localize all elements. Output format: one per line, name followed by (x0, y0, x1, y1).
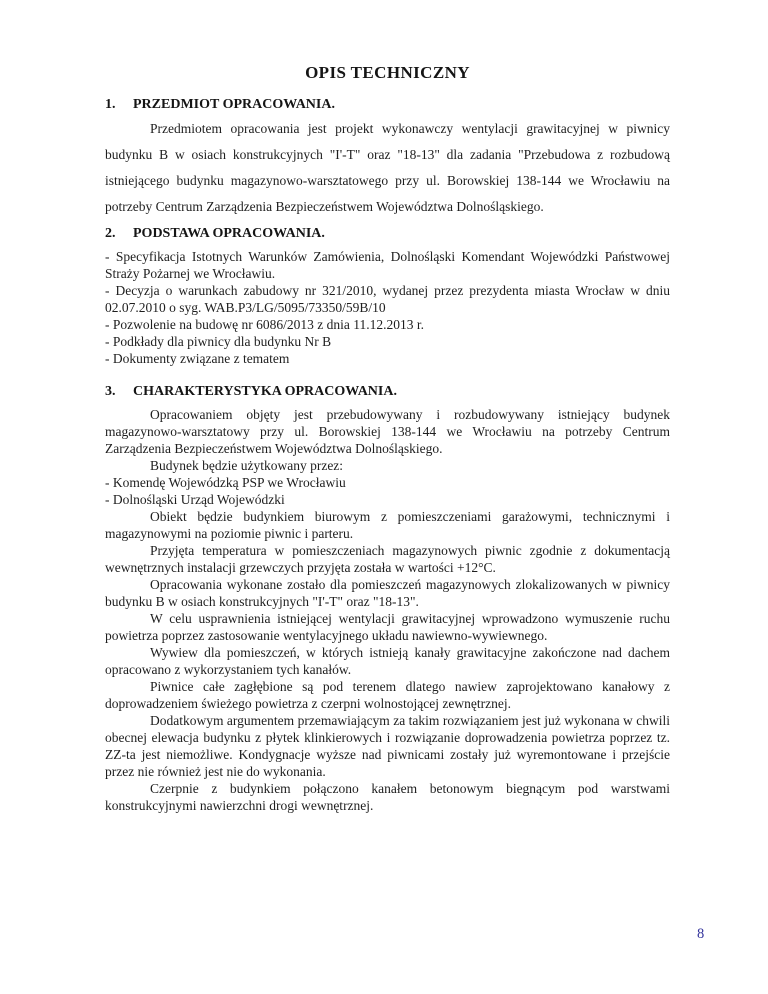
paragraph: Obiekt będzie budynkiem biurowym z pomieszczeniami garażowymi, technicznymi i magazynowymi na poziomie piwnic i parteru. (105, 509, 670, 541)
list-item: - Dokumenty związane z tematem (105, 351, 290, 366)
section-1-paragraph: Przedmiotem opracowania jest projekt wykonawczy wentylacji grawitacyjnej w piwnicy budynku B w osiach konstrukcyjnych "I'-T" oraz "18-13" dla zadania "Przebudowa z rozbudową istniejącego budynku magazynowo-warsztatowego przy ul. Borowskiej 138-144 we Wrocławiu na potrzeby Centrum Zarządzenia Bezpieczeństwem Województwa Dolnośląskiego. (105, 121, 670, 214)
section-2-heading (105, 225, 670, 242)
page-number: 8 (697, 926, 705, 942)
section-3-number: 3. (105, 384, 116, 399)
paragraph: Opracowania wykonane zostało dla pomieszczeń magazynowych zlokalizowanych w piwnicy budynku B w osiach konstrukcyjnych "I'-T" oraz "18-13". (105, 577, 670, 609)
section-3-heading (105, 383, 670, 400)
paragraph: Wywiew dla pomieszczeń, w których istnieją kanały grawitacyjne zakończone nad dachem opracowano z wykorzystaniem tych kanałów. (105, 645, 670, 677)
document-content (105, 62, 670, 814)
list-item: - Specyfikacja Istotnych Warunków Zamówienia, Dolnośląski Komendant Wojewódzki Państwowej Straży Pożarnej we Wrocławiu. (105, 249, 670, 281)
paragraph: Budynek będzie użytkowany przez: (150, 458, 344, 473)
paragraph: Opracowaniem objęty jest przebudowywany i rozbudowywany istniejący budynek magazynowo-warsztatowy przy ul. Borowskiej 138-144 we Wrocławiu na potrzeby Centrum Zarządzenia Bezpieczeństwem Województwa Dolnośląskiego. (105, 407, 670, 456)
list-item: - Komendę Wojewódzką PSP we Wrocławiu (105, 475, 346, 490)
section-3-title: CHARAKTERYSTYKA OPRACOWANIA. (133, 384, 397, 399)
paragraph: W celu usprawnienia istniejącej wentylacji grawitacyjnej wprowadzono wymuszenie ruchu powietrza poprzez zastosowanie wentylacyjnego układu nawiewno-wywiewnego. (105, 611, 670, 643)
paragraph: Dodatkowym argumentem przemawiającym za takim rozwiązaniem jest już wykonana w chwili obecnej elewacja budynku z płytek klinkierowych i rozwiązanie doprowadzenia powietrza poprzez tz. ZZ-ta jest niemożliwe. Kondygnacje wyższe nad piwnicami zostały już wyremontowane i przejście przez nie również jest nie do wykonania. (105, 713, 670, 779)
list-item: - Pozwolenie na budowę nr 6086/2013 z dnia 11.12.2013 r. (105, 317, 424, 332)
list-item: - Podkłady dla piwnicy dla budynku Nr B (105, 334, 332, 349)
section-1-heading (105, 96, 670, 113)
list-item: - Decyzja o warunkach zabudowy nr 321/2010, wydanej przez prezydenta miasta Wrocław w dniu 02.07.2010 o syg. WAB.P3/LG/5095/73350/59B/10 (105, 283, 670, 315)
section-2-number: 2. (105, 226, 116, 241)
section-2-title: PODSTAWA OPRACOWANIA. (133, 226, 325, 241)
section-1-number: 1. (105, 97, 116, 112)
list-item: - Dolnośląski Urząd Wojewódzki (105, 492, 285, 507)
paragraph: Czerpnie z budynkiem połączono kanałem betonowym biegnącym pod warstwami konstrukcyjnymi nawierzchni drogi wewnętrznej. (105, 781, 670, 813)
section-3-body (105, 406, 670, 814)
paragraph: Przyjęta temperatura w pomieszczeniach magazynowych piwnic zgodnie z dokumentacją wewnętrznych instalacji grzewczych przyjęta została w wartości +12°C. (105, 543, 670, 575)
section-1-title: PRZEDMIOT OPRACOWANIA. (133, 97, 335, 112)
section-2-list (105, 248, 670, 367)
paragraph: Piwnice całe zagłębione są pod terenem dlatego nawiew zaprojektowano kanałowy z doprowadzeniem świeżego powietrza z czerpni wolnostojącej zewnętrznej. (105, 679, 670, 711)
document-title: OPIS TECHNICZNY (305, 63, 470, 82)
